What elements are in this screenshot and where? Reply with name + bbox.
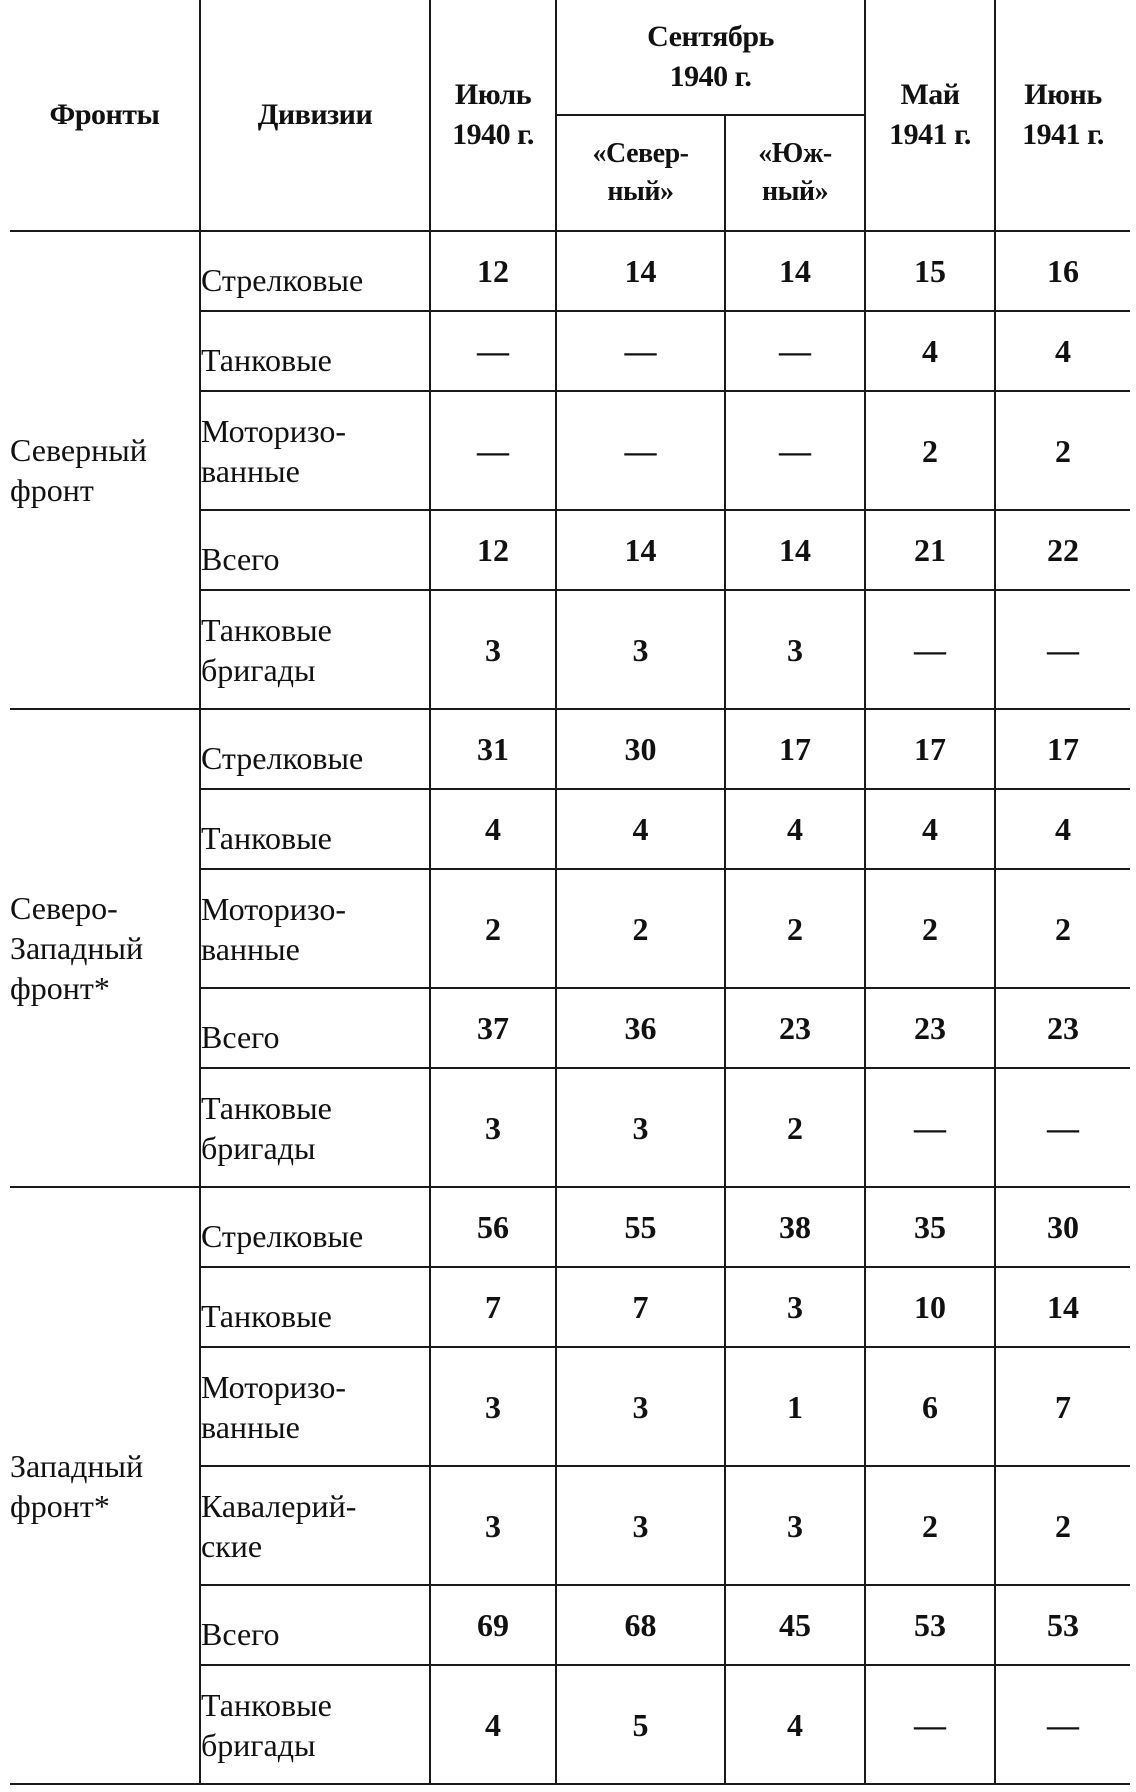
- value-september-north: 55: [556, 1187, 725, 1267]
- header-july-1940: Июль 1940 г.: [430, 0, 556, 231]
- value-september-south: 14: [725, 231, 865, 311]
- value-may-1941: —: [865, 1068, 995, 1187]
- value-july-1940: 3: [430, 1466, 556, 1585]
- header-may-1941: Май 1941 г.: [865, 0, 995, 231]
- value-may-1941: 6: [865, 1347, 995, 1466]
- value-september-south: 2: [725, 1068, 865, 1187]
- value-june-1941: 16: [995, 231, 1130, 311]
- value-september-south: 1: [725, 1347, 865, 1466]
- value-may-1941: 4: [865, 789, 995, 869]
- value-july-1940: 3: [430, 590, 556, 709]
- value-june-1941: 30: [995, 1187, 1130, 1267]
- value-september-north: 7: [556, 1267, 725, 1347]
- value-june-1941: 23: [995, 988, 1130, 1068]
- division-name: Танковые бригады: [200, 1665, 430, 1784]
- table-row: [10, 1187, 1130, 1267]
- value-september-north: 3: [556, 1068, 725, 1187]
- value-june-1941: —: [995, 1665, 1130, 1784]
- value-may-1941: 2: [865, 869, 995, 988]
- division-name: Моторизо- ванные: [200, 1347, 430, 1466]
- table-row: [10, 231, 1130, 311]
- division-name: Всего: [200, 988, 430, 1068]
- value-september-north: 3: [556, 590, 725, 709]
- value-september-south: 4: [725, 789, 865, 869]
- header-row-top: [10, 0, 1130, 115]
- value-september-north: —: [556, 311, 725, 391]
- value-july-1940: 12: [430, 231, 556, 311]
- value-september-south: 14: [725, 510, 865, 590]
- division-name: Танковые бригады: [200, 1068, 430, 1187]
- value-july-1940: 3: [430, 1347, 556, 1466]
- value-september-north: 4: [556, 789, 725, 869]
- value-september-north: 30: [556, 709, 725, 789]
- division-name: Всего: [200, 1585, 430, 1665]
- header-fronts: Фронты: [10, 0, 200, 231]
- value-may-1941: 23: [865, 988, 995, 1068]
- value-june-1941: —: [995, 590, 1130, 709]
- value-september-south: 3: [725, 1267, 865, 1347]
- table-header: [10, 0, 1130, 231]
- value-september-north: 3: [556, 1466, 725, 1585]
- value-may-1941: —: [865, 1665, 995, 1784]
- division-name: Всего: [200, 510, 430, 590]
- value-july-1940: 3: [430, 1068, 556, 1187]
- value-june-1941: 2: [995, 391, 1130, 510]
- value-june-1941: 14: [995, 1267, 1130, 1347]
- value-july-1940: —: [430, 311, 556, 391]
- value-june-1941: 17: [995, 709, 1130, 789]
- value-july-1940: 69: [430, 1585, 556, 1665]
- header-september-1940: Сентябрь 1940 г.: [556, 0, 865, 115]
- value-july-1940: 31: [430, 709, 556, 789]
- divisions-table: [10, 0, 1130, 1785]
- division-name: Кавалерий- ские: [200, 1466, 430, 1585]
- value-july-1940: 7: [430, 1267, 556, 1347]
- division-name: Моторизо- ванные: [200, 391, 430, 510]
- value-september-north: 14: [556, 231, 725, 311]
- value-june-1941: 22: [995, 510, 1130, 590]
- value-june-1941: 4: [995, 311, 1130, 391]
- value-september-south: —: [725, 311, 865, 391]
- value-september-south: 45: [725, 1585, 865, 1665]
- division-name: Танковые: [200, 311, 430, 391]
- value-july-1940: 2: [430, 869, 556, 988]
- value-september-south: —: [725, 391, 865, 510]
- header-september-north: «Север- ный»: [556, 115, 725, 231]
- value-september-north: 14: [556, 510, 725, 590]
- value-july-1940: 12: [430, 510, 556, 590]
- division-name: Стрелковые: [200, 1187, 430, 1267]
- value-may-1941: 10: [865, 1267, 995, 1347]
- value-may-1941: 17: [865, 709, 995, 789]
- value-september-north: 3: [556, 1347, 725, 1466]
- value-may-1941: —: [865, 590, 995, 709]
- value-september-south: 38: [725, 1187, 865, 1267]
- table-body: [10, 231, 1130, 1784]
- front-name: Северо- Западный фронт*: [10, 709, 200, 1187]
- value-june-1941: 2: [995, 869, 1130, 988]
- value-may-1941: 2: [865, 1466, 995, 1585]
- value-september-south: 17: [725, 709, 865, 789]
- value-september-south: 3: [725, 1466, 865, 1585]
- table-row: [10, 709, 1130, 789]
- value-june-1941: 4: [995, 789, 1130, 869]
- value-july-1940: 37: [430, 988, 556, 1068]
- division-name: Стрелковые: [200, 709, 430, 789]
- value-july-1940: 4: [430, 1665, 556, 1784]
- division-name: Моторизо- ванные: [200, 869, 430, 988]
- value-september-south: 3: [725, 590, 865, 709]
- header-divisions: Дивизии: [200, 0, 430, 231]
- value-june-1941: 7: [995, 1347, 1130, 1466]
- front-name: Западный фронт*: [10, 1187, 200, 1784]
- value-may-1941: 15: [865, 231, 995, 311]
- value-july-1940: —: [430, 391, 556, 510]
- value-june-1941: —: [995, 1068, 1130, 1187]
- value-september-south: 23: [725, 988, 865, 1068]
- division-name: Танковые: [200, 1267, 430, 1347]
- division-name: Танковые бригады: [200, 590, 430, 709]
- division-name: Стрелковые: [200, 231, 430, 311]
- division-name: Танковые: [200, 789, 430, 869]
- value-may-1941: 35: [865, 1187, 995, 1267]
- value-september-north: 68: [556, 1585, 725, 1665]
- value-july-1940: 56: [430, 1187, 556, 1267]
- value-may-1941: 2: [865, 391, 995, 510]
- header-june-1941: Июнь 1941 г.: [995, 0, 1130, 231]
- value-september-north: 2: [556, 869, 725, 988]
- value-may-1941: 53: [865, 1585, 995, 1665]
- value-september-north: —: [556, 391, 725, 510]
- value-may-1941: 4: [865, 311, 995, 391]
- value-september-north: 36: [556, 988, 725, 1068]
- value-september-north: 5: [556, 1665, 725, 1784]
- value-september-south: 4: [725, 1665, 865, 1784]
- header-september-south: «Юж- ный»: [725, 115, 865, 231]
- value-september-south: 2: [725, 869, 865, 988]
- value-june-1941: 53: [995, 1585, 1130, 1665]
- value-july-1940: 4: [430, 789, 556, 869]
- value-june-1941: 2: [995, 1466, 1130, 1585]
- value-may-1941: 21: [865, 510, 995, 590]
- front-name: Северный фронт: [10, 231, 200, 709]
